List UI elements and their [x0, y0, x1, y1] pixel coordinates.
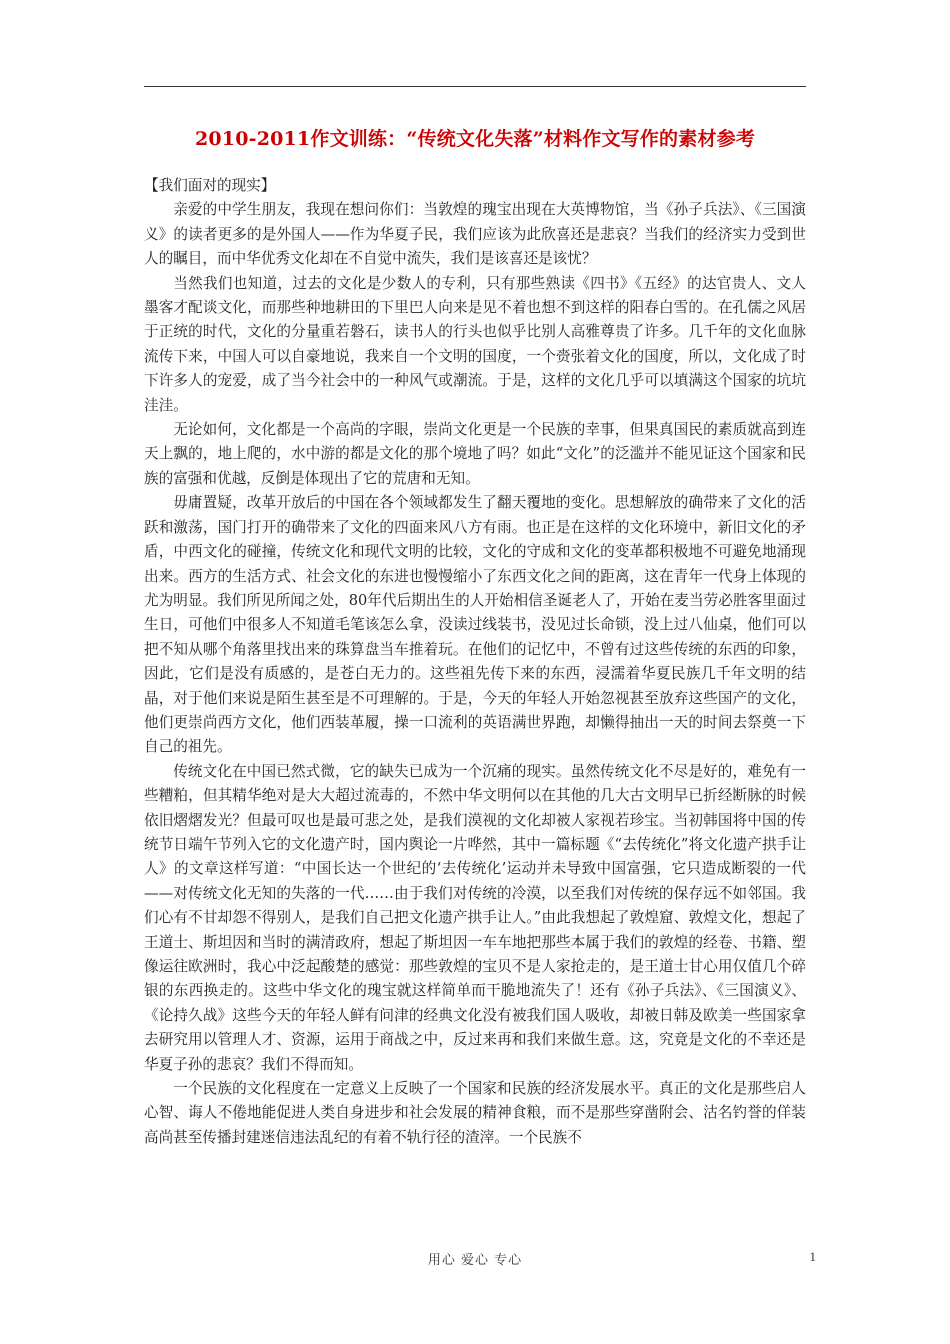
body-paragraph: 毋庸置疑，改革开放后的中国在各个领域都发生了翻天覆地的变化。思想解放的确带来了文化的活跃和激荡，国门打开的确带来了文化的四面来风八方有雨。也正是在这样的文化环境中，新旧文化的矛盾，中西文化的碰撞，传统文化和现代文明的比较，文化的守成和文化的变革都积极地不可避免地涌现出来。西方的生活方式、社会文化的东进也慢慢缩小了东西文化之间的距离，这在青年一代身上体现的尤为明显。我们所见所闻之处，80年代后期出生的人开始相信圣诞老人了，开始在麦当劳必胜客里面过生日，可他们中很多人不知道毛笔该怎么拿，没读过线装书，没见过长命锁，没上过八仙桌，他们可以把不知从哪个角落里找出来的珠算盘当车推着玩。在他们的记忆中，不曾有过这些传统的东西的印象，因此，它们是没有质感的，是苍白无力的。这些祖先传下来的东西，浸濡着华夏民族几千年文明的结晶，对于他们来说是陌生甚至是不可理解的。于是，今天的年轻人开始忽视甚至放弃这些国产的文化，他们更崇尚西方文化，他们西装革履，操一口流利的英语满世界跑，却懒得抽出一天的时间去祭奠一下自己的祖先。 [144, 494, 806, 756]
body-paragraph: 一个民族的文化程度在一定意义上反映了一个国家和民族的经济发展水平。真正的文化是那些启人心智、诲人不倦地能促进人类自身进步和社会发展的精神食粮，而不是那些穿凿附会、沽名钓誉的佯装高尚甚至传播封建迷信违法乱纪的有着不轨行径的渣滓。一个民族不 [144, 1080, 806, 1146]
footer-slogan: 用心 爱心 专心 [427, 1253, 523, 1268]
section-heading: 【我们面对的现实】 [144, 177, 276, 194]
body-paragraph: 当然我们也知道，过去的文化是少数人的专利，只有那些熟读《四书》《五经》的达官贵人、文人墨客才配谈文化，而那些种地耕田的下里巴人向来是见不着也想不到这样的阳春白雪的。在孔儒之风居于正统的时代，文化的分量重若磐石，读书人的行头也似乎比别人高雅尊贵了许多。几千年的文化血脉流传下来，中国人可以自豪地说，我来自一个文明的国度，一个赍张着文化的国度，所以，文化成了时下许多人的宠爱，成了当今社会中的一种风气或潮流。于是，这样的文化几乎可以填满这个国家的坑坑洼洼。 [144, 274, 806, 414]
body-paragraph: 亲爱的中学生朋友，我现在想问你们：当敦煌的瑰宝出现在大英博物馆，当《孙子兵法》、《三国演义》的读者更多的是外国人——作为华夏子民，我们应该为此欣喜还是悲哀？当我们的经济实力受到世人的瞩目，而中华优秀文化却在不自觉中流失，我们是该喜还是该忧？ [144, 201, 806, 268]
header-rule [144, 86, 806, 87]
document-body [144, 174, 806, 1150]
document-title: 2010-2011作文训练：“传统文化失落”材料作文写作的素材参考 [194, 128, 756, 150]
body-paragraph: 传统文化在中国已然式微，它的缺失已成为一个沉痛的现实。虽然传统文化不尽是好的，难免有一些糟粕，但其精华绝对是大大超过流毒的，不然中华文明何以在其他的几大古文明早已折经断脉的时候依旧熠熠发光？但最可叹也是最可悲之处，是我们漠视的文化却被人家视若珍宝。当初韩国将中国的传统节日端午节列入它的文化遗产时，国内舆论一片哗然，其中一篇标题《“去传统化”将文化遗产拱手让人》的文章这样写道：“中国长达一个世纪的‘去传统化’运动并未导致中国富强，它只造成断裂的一代——对传统文化无知的失落的一代……由于我们对传统的冷漠，以至我们对传统的保存远不如邻国。我们心有不甘却怨不得别人，是我们自己把文化遗产拱手让人。”由此我想起了敦煌窟、敦煌文化，想起了王道士、斯坦因和当时的满清政府，想起了斯坦因一车车地把那些本属于我们的敦煌的经卷、书籍、塑像运往欧洲时，我心中泛起酸楚的感觉：那些敦煌的宝贝不是人家抢走的，是王道士甘心用仅值几个碎银的东西换走的。这些中华文化的瑰宝就这样简单而干脆地流失了！还有《孙子兵法》、《三国演义》、《论持久战》这些今天的年轻人鲜有问津的经典文化没有被我们国人吸收，却被日韩及欧美一些国家拿去研究用以管理人才、资源，运用于商战之中，反过来再和我们来做生意。这，究竟是文化的不幸还是华夏子孙的悲哀？我们不得而知。 [144, 762, 806, 1073]
body-paragraph: 无论如何，文化都是一个高尚的字眼，崇尚文化更是一个民族的幸事，但果真国民的素质就高到连天上飘的，地上爬的，水中游的都是文化的那个境地了吗？如此“文化”的泛滥并不能见证这个国家和民族的富强和优越，反倒是体现出了它的荒唐和无知。 [144, 421, 806, 487]
page-number: 1 [809, 1249, 816, 1264]
